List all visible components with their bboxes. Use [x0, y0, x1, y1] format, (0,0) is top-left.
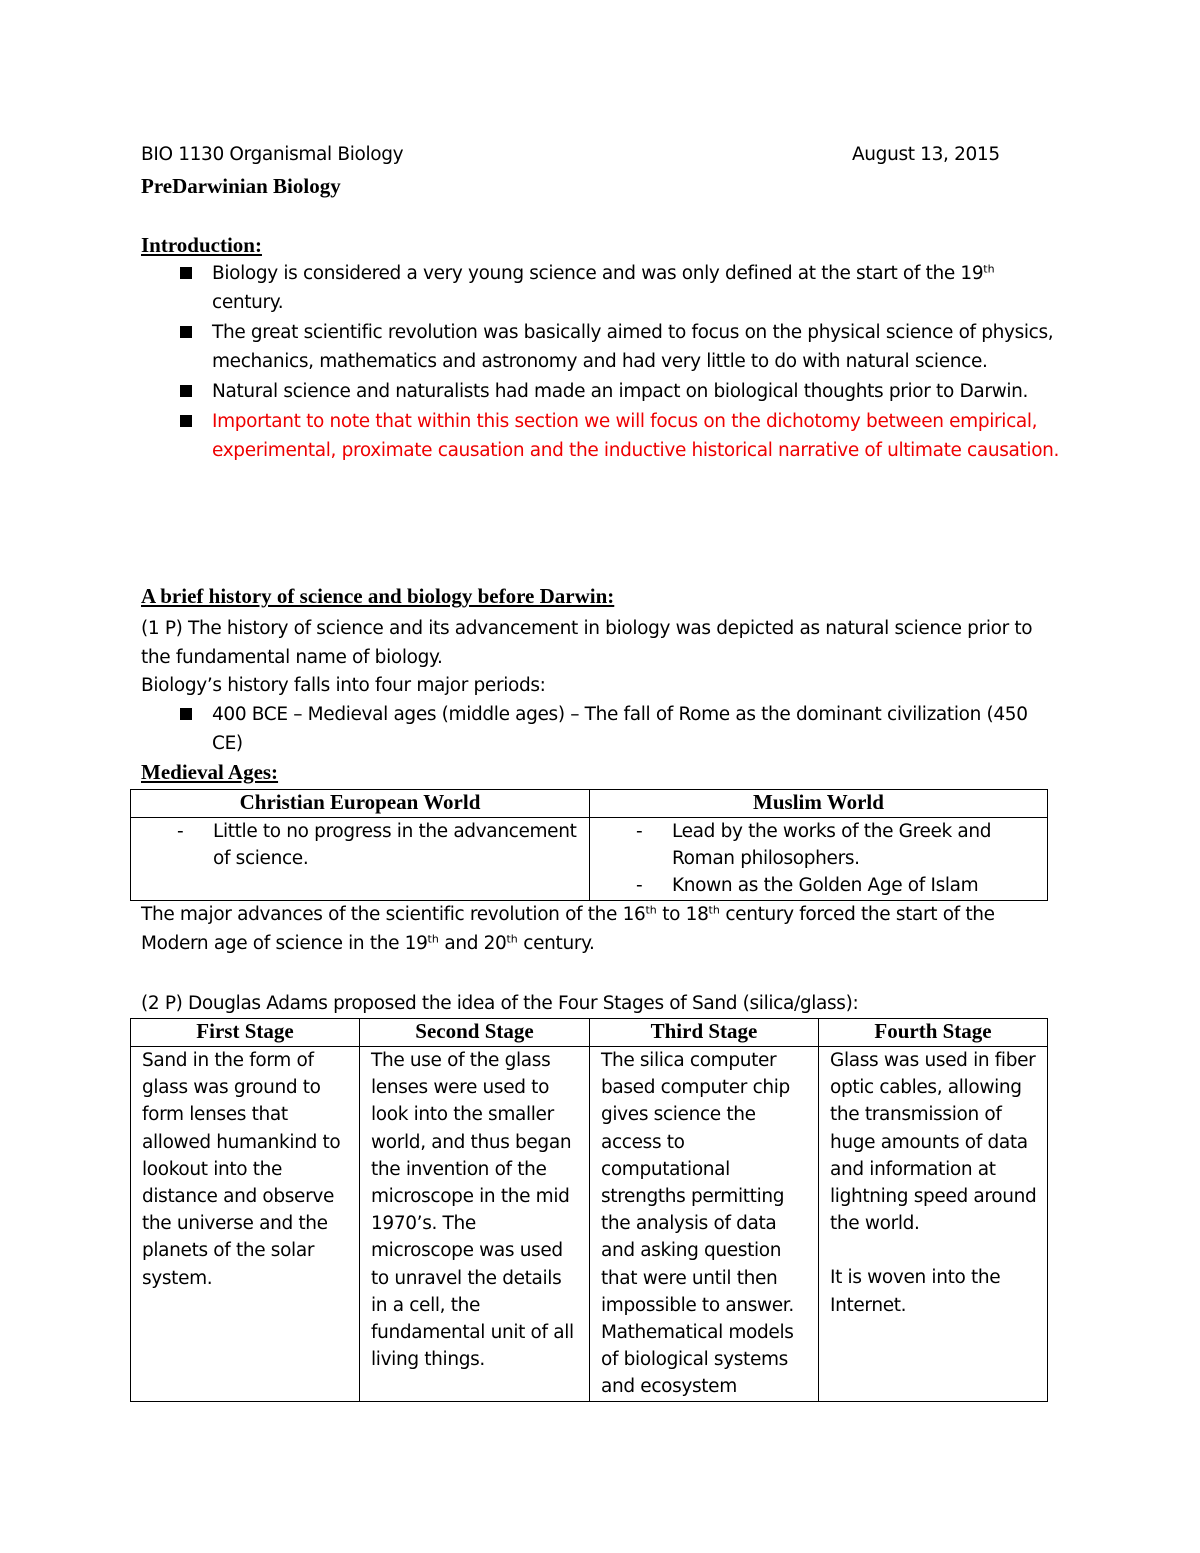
- table-cell: [819, 1047, 1048, 1402]
- history-heading: A brief history of science and biology before Darwin:: [141, 584, 615, 608]
- list-item: [180, 377, 1060, 406]
- table-cell: The silica computer based computer chip gives science the access to computational strengths permitting the analysis of data and asking question that were until then impossible to answer. Mathematical models of biological systems and ecosystem: [590, 1047, 819, 1402]
- list-item-text: Little to no progress in the advancement of science.: [213, 821, 577, 869]
- course-title: BIO 1130 Organismal Biology: [141, 144, 404, 165]
- superscript: th: [983, 262, 995, 276]
- table-row: [131, 818, 1048, 901]
- page-title: PreDarwinian Biology: [141, 174, 341, 198]
- medieval-heading: Medieval Ages:: [141, 760, 279, 784]
- list-item: [590, 818, 1047, 872]
- table-header-cell: Third Stage: [590, 1019, 819, 1047]
- superscript: th: [645, 903, 657, 917]
- highlighted-bullet-text: Important to note that within this section we will focus on the dichotomy between empirical, experimental, proximate causation and the inductive historical narrative of ultimate causation.: [212, 411, 1060, 461]
- superscript: th: [427, 932, 439, 946]
- table-header-cell: Second Stage: [360, 1019, 590, 1047]
- table-header-row: [131, 1019, 1048, 1047]
- history-paragraph: (1 P) The history of science and its advancement in biology was depicted as natural science prior to the fundamental name of biology.: [141, 618, 1033, 668]
- stages-intro-paragraph: (2 P) Douglas Adams proposed the idea of the Four Stages of Sand (silica/glass):: [141, 993, 859, 1014]
- dash-list: [590, 818, 1047, 899]
- table-header-row: [131, 790, 1048, 818]
- table-header-cell: Christian European World: [131, 790, 590, 818]
- periods-bullet-list: [180, 700, 1060, 759]
- dash-bullet-icon: -: [636, 821, 643, 842]
- stages-table: [130, 1018, 1048, 1402]
- superscript: th: [506, 932, 518, 946]
- dash-list: [131, 818, 589, 872]
- list-item-text: Known as the Golden Age of Islam: [672, 875, 979, 896]
- table-cell: Sand in the form of glass was ground to form lenses that allowed humankind to lookout into the distance and observe the universe and the planets of the solar system.: [131, 1047, 360, 1402]
- list-item: [180, 318, 1060, 376]
- list-item: [180, 407, 1060, 465]
- table-header-cell: Fourth Stage: [819, 1019, 1048, 1047]
- superscript: th: [708, 903, 720, 917]
- list-item-text: Lead by the works of the Greek and Roman philosophers.: [672, 821, 992, 869]
- text-run: The major advances of the scientific revolution of the 16: [141, 904, 646, 925]
- dash-bullet-icon: -: [636, 875, 643, 896]
- list-item: [590, 872, 1047, 899]
- cell-text: It is woven into the Internet.: [830, 1267, 1001, 1316]
- bullet-text: century.: [212, 292, 284, 313]
- medieval-table: [130, 789, 1048, 901]
- list-item: [180, 700, 1060, 758]
- table-header-cell: First Stage: [131, 1019, 360, 1047]
- list-item: [180, 259, 1060, 317]
- bullet-text: The great scientific revolution was basically aimed to focus on the physical science of physics, mechanics, mathematics and astronomy and had very little to do with natural science.: [212, 322, 1054, 372]
- table-cell: [131, 818, 590, 901]
- periods-paragraph: Biology’s history falls into four major periods:: [141, 675, 546, 696]
- advances-paragraph: [141, 900, 1066, 958]
- introduction-heading: Introduction:: [141, 233, 262, 257]
- list-item: [131, 818, 589, 872]
- table-header-cell: Muslim World: [590, 790, 1048, 818]
- cell-text: Glass was used in fiber optic cables, allowing the transmission of huge amounts of data and information at lightning speed around the world.: [830, 1050, 1037, 1235]
- square-bullet-icon: [180, 267, 192, 279]
- introduction-bullet-list: [180, 259, 1060, 466]
- text-run: century forced the start of the Modern age of science in the 19: [141, 904, 995, 954]
- bullet-text: Natural science and naturalists had made an impact on biological thoughts prior to Darwin.: [212, 381, 1029, 402]
- paragraph-gap: [830, 1237, 1037, 1264]
- bullet-text: Biology is considered a very young science and was only defined at the start of the 19: [212, 263, 984, 284]
- text-run: and 20: [438, 933, 507, 954]
- text-run: to 18: [656, 904, 709, 925]
- table-row: [131, 1047, 1048, 1402]
- dash-bullet-icon: -: [177, 821, 184, 842]
- square-bullet-icon: [180, 708, 192, 720]
- table-cell: The use of the glass lenses were used to look into the smaller world, and thus began the invention of the microscope in the mid 1970’s. The microscope was used to unravel the details in a cell, the fundamental unit of all living things.: [360, 1047, 590, 1402]
- square-bullet-icon: [180, 385, 192, 397]
- square-bullet-icon: [180, 326, 192, 338]
- document-date: August 13, 2015: [852, 144, 1000, 165]
- table-cell: [590, 818, 1048, 901]
- bullet-text: 400 BCE – Medieval ages (middle ages) – The fall of Rome as the dominant civilization (450 CE): [212, 704, 1028, 754]
- text-run: century.: [517, 933, 595, 954]
- square-bullet-icon: [180, 415, 192, 427]
